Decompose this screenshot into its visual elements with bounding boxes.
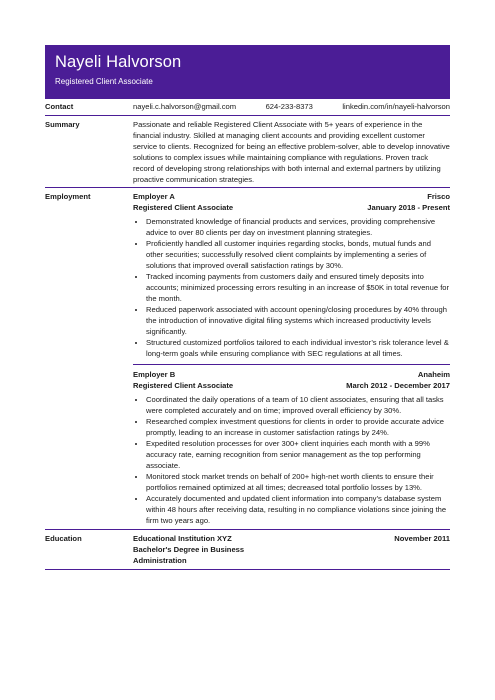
job-role: Registered Client Associate xyxy=(133,381,234,390)
contact-section xyxy=(45,99,450,116)
job-bullet: • Coordinated the daily operations of a team of 10 client associates, ensuring that all tasks were completed accurately and on time; improved overall efficiency by 30%. xyxy=(146,394,450,416)
summary-text: Passionate and reliable Registered Client Associate with 5+ years of experience in the financial industry. Skilled at managing client accounts and providing excellent customer service to clients. Recognized for being an effective problem-solver, able to develop innovative solutions to complex issues while maintaining compliance with regulations. Proven track record of developing strong relationships with both internal and external partners by utilizing proactive communication strategies. xyxy=(133,120,450,184)
education-date: November 2011 xyxy=(394,534,450,543)
summary-content xyxy=(133,119,450,185)
education-content xyxy=(133,533,450,566)
job-bullet: • Tracked incoming payments from customers daily and ensured timely deposits into accounts; minimized processing errors resulting in an increase of $50K in total revenue for the month. xyxy=(146,271,450,304)
employment-label: Employment xyxy=(45,192,91,201)
contact-details xyxy=(133,101,450,112)
contact-email[interactable]: nayeli.c.halvorson@gmail.com xyxy=(133,102,237,111)
education-institution: Educational Institution XYZ xyxy=(133,534,232,543)
employment-section xyxy=(45,188,450,530)
job-role: Registered Client Associate xyxy=(133,203,234,212)
job-dates: January 2018 - Present xyxy=(367,203,450,212)
job-bullet: • Demonstrated knowledge of financial products and services, providing comprehensive advice to over 80 clients per day on investment planning strategies. xyxy=(146,216,450,238)
education-degree: Bachelor's Degree in Business Administration xyxy=(133,545,245,565)
job-bullets xyxy=(133,216,450,359)
contact-label: Contact xyxy=(45,102,74,111)
job-company: Employer B xyxy=(133,370,176,379)
job-location: Anaheim xyxy=(417,370,450,379)
job-bullet: • Structured customized portfolios tailored to each individual investor’s risk tolerance level & long-term goals while ensuring compliance with SEC regulations at all times. xyxy=(146,337,450,359)
contact-linkedin[interactable]: linkedin.com/in/nayeli-halvorson xyxy=(342,102,450,111)
resume-header xyxy=(45,45,450,99)
job-bullet: • Reduced paperwork associated with account opening/closing procedures by 40% through the introduction of innovative digital filing systems which increased productivity levels significantly. xyxy=(146,304,450,337)
job-bullet: • Monitored stock market trends on behalf of 200+ high-net worth clients to ensure their portfolios remained optimized at all times; decreased total portfolio losses by 13%. xyxy=(146,471,450,493)
resume-page xyxy=(45,45,450,570)
employment-content xyxy=(133,191,450,526)
job-bullets xyxy=(133,394,450,526)
education-section xyxy=(45,530,450,570)
job-divider xyxy=(133,364,450,365)
job-bullet: • Accurately documented and updated client information into company’s database system within 48 hours after receiving data, resulting in no compliance violations since joining the firm two years ago. xyxy=(146,493,450,526)
job-location: Frisco xyxy=(427,192,450,201)
job-dates: March 2012 - December 2017 xyxy=(346,381,450,390)
contact-phone[interactable]: 624-233-8373 xyxy=(265,102,313,111)
candidate-title: Registered Client Associate xyxy=(55,77,153,86)
job-bullet: • Researched complex investment questions for clients in order to provide accurate advice promptly, leading to an increase in customer satisfaction ratings by 24%. xyxy=(146,416,450,438)
job-entry xyxy=(133,191,450,359)
candidate-name: Nayeli Halvorson xyxy=(55,53,182,71)
job-company: Employer A xyxy=(133,192,175,201)
summary-label: Summary xyxy=(45,120,80,129)
job-bullet: • Proficiently handled all customer inquiries regarding stocks, bonds, mutual funds and other securities; successfully resolved client complaints by implementing a series of solutions that improved overall satisfaction ratings by 30%. xyxy=(146,238,450,271)
job-bullet: • Expedited resolution processes for over 300+ client inquiries each month with a 99% accuracy rate, earning recognition from senior management as the top performing associate. xyxy=(146,438,450,471)
job-entry xyxy=(133,369,450,526)
summary-section xyxy=(45,116,450,188)
education-label: Education xyxy=(45,534,82,543)
